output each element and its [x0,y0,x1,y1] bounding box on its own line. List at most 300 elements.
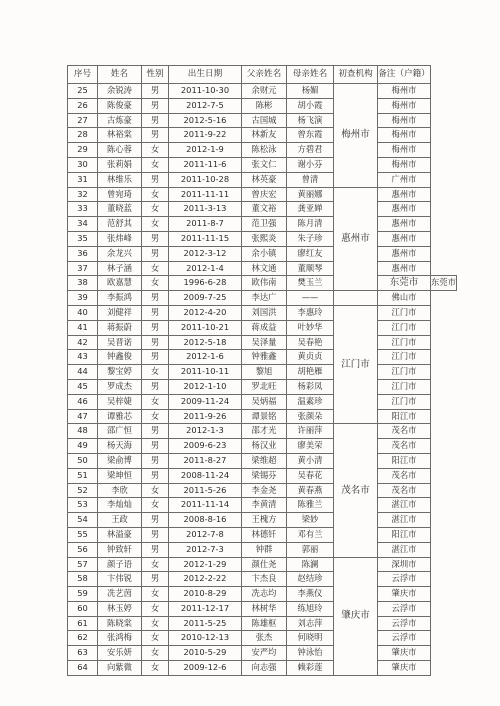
cell-name: 杨天海 [98,439,142,454]
cell-index: 39 [68,291,98,306]
cell-name: 曾宛琦 [98,187,142,202]
cell-agency-merged: 茂名市 [334,424,378,557]
cell-name: 梁坤恒 [98,468,142,483]
cell-father-name: 吴泽量 [242,335,287,350]
cell-index: 46 [68,394,98,409]
cell-mother-name: 朱子珍 [287,231,334,246]
cell-father-name: 钟雅鑫 [242,350,287,365]
cell-name: 卞伟锐 [98,572,142,587]
cell-mother-name: 方碧君 [287,143,334,158]
cell-name: 欧嘉慧 [98,276,142,291]
cell-mother-name: —— [287,291,334,306]
cell-gender: 男 [142,453,169,468]
cell-household: 江门市 [378,305,431,320]
table-row [68,587,457,602]
cell-birth-date: 2012-5-18 [169,335,242,350]
table-row [68,335,457,350]
cell-index: 25 [68,84,98,99]
cell-gender: 男 [142,128,169,143]
cell-gender: 女 [142,187,169,202]
cell-mother-name: 叶妙华 [287,320,334,335]
table-row [68,409,457,424]
cell-gender: 男 [142,527,169,542]
cell-index: 27 [68,113,98,128]
cell-name: 张莉娟 [98,157,142,172]
cell-father-name: 董文裕 [242,202,287,217]
cell-gender: 女 [142,587,169,602]
cell-gender: 男 [142,335,169,350]
cell-mother-name: 曾东霞 [287,128,334,143]
cell-birth-date: 2009-7-25 [169,291,242,306]
cell-mother-name: 黄贞贞 [287,350,334,365]
cell-name: 安乐妍 [98,646,142,661]
table-row [68,527,457,542]
cell-mother-name: 赖彩莲 [287,661,334,676]
cell-mother-name: 陈雅兰 [287,498,334,513]
cell-index: 61 [68,616,98,631]
cell-name: 王政 [98,513,142,528]
cell-father-name: 李黄清 [242,498,287,513]
cell-father-name: 谭景铭 [242,409,287,424]
table-row [68,143,457,158]
table-row [68,246,457,261]
cell-gender: 女 [142,616,169,631]
cell-birth-date: 2011-12-17 [169,601,242,616]
cell-index: 30 [68,157,98,172]
cell-index: 63 [68,646,98,661]
header-household-note: 备注（户籍） [378,66,431,84]
cell-name: 林裕棠 [98,128,142,143]
cell-agency-merged: 惠州市 [334,187,378,291]
cell-birth-date: 2012-3-12 [169,246,242,261]
cell-agency-merged: 东莞市 [378,276,431,291]
cell-father-name: 张文仁 [242,157,287,172]
cell-household: 阳江市 [378,527,431,542]
table-row [68,498,457,513]
cell-gender: 女 [142,557,169,572]
cell-gender: 女 [142,276,169,291]
cell-gender: 女 [142,631,169,646]
cell-name: 古炼豪 [98,113,142,128]
cell-mother-name: 樊玉兰 [287,276,334,291]
cell-name: 李振鸿 [98,291,142,306]
cell-index: 47 [68,409,98,424]
cell-agency [334,291,378,306]
cell-name: 李灿灿 [98,498,142,513]
cell-index: 41 [68,320,98,335]
cell-birth-date: 2012-1-3 [169,424,242,439]
table-row [68,439,457,454]
cell-gender: 男 [142,468,169,483]
cell-household: 茂名市 [378,483,431,498]
cell-mother-name: 温素珍 [287,394,334,409]
cell-mother-name: 廖美荣 [287,439,334,454]
cell-household: 茂名市 [378,468,431,483]
cell-mother-name: 李燕仪 [287,587,334,602]
cell-gender: 男 [142,439,169,454]
cell-father-name: 林英豪 [242,172,287,187]
table-row [68,84,457,99]
cell-household: 梅州市 [378,113,431,128]
cell-name: 谭雅芯 [98,409,142,424]
cell-mother-name: 吴春艳 [287,335,334,350]
cell-father-name: 曾庆宏 [242,187,287,202]
cell-name: 吴晋诺 [98,335,142,350]
cell-name: 张鸿梅 [98,631,142,646]
cell-name: 钟致轩 [98,542,142,557]
cell-household: 湛江市 [378,498,431,513]
cell-father-name: 陈彬 [242,98,287,113]
cell-mother-name: 董顺琴 [287,261,334,276]
cell-index: 34 [68,217,98,232]
cell-index: 56 [68,542,98,557]
cell-household: 茂名市 [378,424,431,439]
cell-name: 邵广恒 [98,424,142,439]
table-row [68,468,457,483]
cell-gender: 男 [142,246,169,261]
cell-name: 余龙兴 [98,246,142,261]
cell-index: 26 [68,98,98,113]
cell-household: 云浮市 [378,572,431,587]
cell-mother-name: 龚亚婵 [287,202,334,217]
cell-agency-merged: 肇庆市 [334,557,378,675]
cell-father-name: 陈松泳 [242,143,287,158]
cell-mother-name: 邓有兰 [287,527,334,542]
cell-household: 梅州市 [378,98,431,113]
cell-mother-name: 何晓明 [287,631,334,646]
cell-gender: 男 [142,424,169,439]
cell-index: 45 [68,379,98,394]
cell-index: 58 [68,572,98,587]
cell-index: 40 [68,305,98,320]
table-row [68,646,457,661]
cell-household: 惠州市 [378,231,431,246]
cell-index: 48 [68,424,98,439]
cell-mother-name: 黄春燕 [287,483,334,498]
cell-index: 60 [68,601,98,616]
cell-household: 梅州市 [378,157,431,172]
cell-name: 李欣 [98,483,142,498]
cell-index: 62 [68,631,98,646]
cell-household: 云浮市 [378,616,431,631]
cell-household: 深圳市 [378,557,431,572]
cell-birth-date: 2012-7-5 [169,98,242,113]
cell-birth-date: 2012-1-6 [169,350,242,365]
cell-gender: 男 [142,572,169,587]
cell-father-name: 冼志均 [242,587,287,602]
table-row [68,202,457,217]
cell-household: 惠州市 [378,261,431,276]
cell-birth-date: 2011-10-28 [169,172,242,187]
table-row [68,113,457,128]
header-index: 序号 [68,66,98,84]
cell-father-name: 邵才光 [242,424,287,439]
cell-gender: 男 [142,291,169,306]
cell-father-name: 罗北旺 [242,379,287,394]
cell-father-name: 余财元 [242,84,287,99]
cell-household: 惠州市 [378,187,431,202]
cell-birth-date: 2012-1-9 [169,143,242,158]
table-row [68,513,457,528]
table-header-row [68,66,457,84]
cell-gender: 男 [142,305,169,320]
cell-gender: 女 [142,661,169,676]
cell-mother-name: 曾清 [287,172,334,187]
cell-mother-name: 梁妙 [287,513,334,528]
table-row [68,453,457,468]
cell-mother-name: 廖红友 [287,246,334,261]
cell-mother-name: 杨飞演 [287,113,334,128]
cell-mother-name: 赵结珍 [287,572,334,587]
cell-index: 31 [68,172,98,187]
cell-gender: 女 [142,483,169,498]
cell-mother-name: 胡艳雁 [287,365,334,380]
cell-mother-name: 黄丽娜 [287,187,334,202]
cell-father-name: 刘国洪 [242,305,287,320]
cell-birth-date: 2011-10-30 [169,84,242,99]
header-gender: 性别 [142,66,169,84]
cell-index: 37 [68,261,98,276]
cell-name: 刘健祥 [98,305,142,320]
cell-birth-date: 2011-11-6 [169,157,242,172]
table-row [68,365,457,380]
cell-household: 广州市 [378,172,431,187]
cell-gender: 男 [142,513,169,528]
cell-father-name: 吴炳福 [242,394,287,409]
cell-mother-name: 陈月清 [287,217,334,232]
cell-gender: 女 [142,498,169,513]
table-row [68,631,457,646]
cell-index: 55 [68,527,98,542]
cell-household: 阳江市 [378,409,431,424]
cell-agency-merged: 梅州市 [334,84,378,188]
table-row [68,231,457,246]
cell-name: 陈俊豪 [98,98,142,113]
cell-birth-date: 2010-5-29 [169,646,242,661]
cell-index: 57 [68,557,98,572]
table-row [68,172,457,187]
cell-birth-date: 2011-11-15 [169,231,242,246]
cell-mother-name: 郭丽 [287,542,334,557]
cell-gender: 女 [142,261,169,276]
cell-index: 50 [68,453,98,468]
cell-index: 28 [68,128,98,143]
cell-gender: 男 [142,231,169,246]
cell-name: 陈晓棠 [98,616,142,631]
cell-birth-date: 2012-1-4 [169,261,242,276]
cell-index: 33 [68,202,98,217]
table-row [68,187,457,202]
cell-father-name: 颜仕尧 [242,557,287,572]
cell-name: 董晓蓝 [98,202,142,217]
cell-mother-name: 许丽萍 [287,424,334,439]
cell-household: 惠州市 [378,217,431,232]
cell-birth-date: 2012-1-29 [169,557,242,572]
cell-household: 肇庆市 [378,646,431,661]
cell-father-name: 林树华 [242,601,287,616]
cell-index: 53 [68,498,98,513]
cell-name: 余锐涛 [98,84,142,99]
cell-father-name: 蒋成益 [242,320,287,335]
cell-gender: 女 [142,157,169,172]
table-row [68,261,457,276]
cell-index: 43 [68,350,98,365]
cell-birth-date: 2011-10-11 [169,365,242,380]
table-row [68,394,457,409]
cell-index: 49 [68,439,98,454]
cell-birth-date: 2012-5-16 [169,113,242,128]
cell-household: 江门市 [378,379,431,394]
cell-father-name: 陈雄枢 [242,616,287,631]
cell-household: 肇庆市 [378,587,431,602]
cell-mother-name: 杨媚 [287,84,334,99]
cell-gender: 男 [142,379,169,394]
table-row [68,305,457,320]
cell-father-name: 欧伟南 [242,276,287,291]
cell-index: 32 [68,187,98,202]
cell-father-name: 林新友 [242,128,287,143]
cell-father-name: 安严均 [242,646,287,661]
cell-household: 江门市 [378,394,431,409]
cell-index: 29 [68,143,98,158]
cell-father-name: 张熙炎 [242,231,287,246]
cell-household: 梅州市 [378,128,431,143]
cell-gender: 男 [142,84,169,99]
cell-name: 钟鑫俊 [98,350,142,365]
cell-gender: 男 [142,98,169,113]
registration-sheet [67,65,457,676]
cell-index: 38 [68,276,98,291]
cell-gender: 女 [142,202,169,217]
cell-father-name: 林文通 [242,261,287,276]
cell-index: 36 [68,246,98,261]
table-row [68,157,457,172]
cell-name: 林维乐 [98,172,142,187]
cell-gender: 男 [142,113,169,128]
table-row [68,483,457,498]
cell-name: 林子涵 [98,261,142,276]
cell-index: 44 [68,365,98,380]
cell-name: 吴梓婕 [98,394,142,409]
cell-birth-date: 2011-8-7 [169,217,242,232]
cell-name: 林玉婷 [98,601,142,616]
cell-gender: 女 [142,394,169,409]
table-row [68,616,457,631]
cell-mother-name: 胡小霞 [287,98,334,113]
cell-household: 云浮市 [378,631,431,646]
cell-name: 向紫微 [98,661,142,676]
cell-household: 梅州市 [378,84,431,99]
cell-gender: 女 [142,365,169,380]
table-row [68,601,457,616]
cell-household: 惠州市 [378,246,431,261]
cell-name: 陈心蓉 [98,143,142,158]
table-row [68,424,457,439]
cell-birth-date: 2012-7-8 [169,527,242,542]
cell-name: 林溢豪 [98,527,142,542]
cell-birth-date: 1996-6-28 [169,276,242,291]
cell-birth-date: 2011-9-26 [169,409,242,424]
cell-birth-date: 2012-7-3 [169,542,242,557]
cell-name: 黎宝婷 [98,365,142,380]
header-agency: 初查机构 [334,66,378,84]
cell-name: 蒋振蔚 [98,320,142,335]
cell-father-name: 李达广 [242,291,287,306]
cell-name: 张炜峰 [98,231,142,246]
cell-index: 54 [68,513,98,528]
table-row [68,557,457,572]
cell-gender: 女 [142,409,169,424]
cell-index: 64 [68,661,98,676]
table-body [68,84,457,676]
cell-birth-date: 2012-1-10 [169,379,242,394]
cell-birth-date: 2012-2-22 [169,572,242,587]
cell-birth-date: 2010-8-29 [169,587,242,602]
cell-name: 罗成杰 [98,379,142,394]
cell-household: 阳江市 [378,453,431,468]
table-row [68,276,457,291]
cell-father-name: 古国城 [242,113,287,128]
header-father-name: 父亲姓名 [242,66,287,84]
header-name: 姓名 [98,66,142,84]
cell-father-name: 林德钎 [242,527,287,542]
cell-mother-name: 谢小芬 [287,157,334,172]
cell-gender: 女 [142,143,169,158]
cell-gender: 男 [142,320,169,335]
table-row [68,379,457,394]
cell-household: 江门市 [378,335,431,350]
cell-birth-date: 2008-8-16 [169,513,242,528]
cell-mother-name: 陈澜 [287,557,334,572]
cell-father-name: 王槐方 [242,513,287,528]
cell-mother-name: 黄小清 [287,453,334,468]
cell-household: 东莞市 [431,276,457,291]
cell-household: 佛山市 [378,291,431,306]
cell-index: 59 [68,587,98,602]
cell-index: 51 [68,468,98,483]
cell-name: 范舒其 [98,217,142,232]
cell-household: 茂名市 [378,439,431,454]
cell-birth-date: 2009-12-6 [169,661,242,676]
cell-father-name: 李金尧 [242,483,287,498]
cell-name: 颜子语 [98,557,142,572]
cell-mother-name: 吴春花 [287,468,334,483]
cell-father-name: 余小镇 [242,246,287,261]
cell-father-name: 梁锡芬 [242,468,287,483]
table-row [68,572,457,587]
cell-mother-name: 李惠玲 [287,305,334,320]
cell-father-name: 卞杰良 [242,572,287,587]
cell-father-name: 梁维超 [242,453,287,468]
cell-birth-date: 2010-12-13 [169,631,242,646]
cell-birth-date: 2011-5-25 [169,616,242,631]
cell-index: 52 [68,483,98,498]
table-row [68,542,457,557]
cell-birth-date: 2011-5-26 [169,483,242,498]
cell-household: 惠州市 [378,202,431,217]
cell-household: 梅州市 [378,143,431,158]
table-row [68,128,457,143]
cell-name: 梁俞博 [98,453,142,468]
cell-birth-date: 2011-8-27 [169,453,242,468]
cell-birth-date: 2009-11-24 [169,394,242,409]
cell-household: 肇庆市 [378,661,431,676]
header-mother-name: 母亲姓名 [287,66,334,84]
cell-birth-date: 2008-11-24 [169,468,242,483]
cell-household: 江门市 [378,350,431,365]
cell-gender: 男 [142,350,169,365]
cell-household: 湛江市 [378,513,431,528]
